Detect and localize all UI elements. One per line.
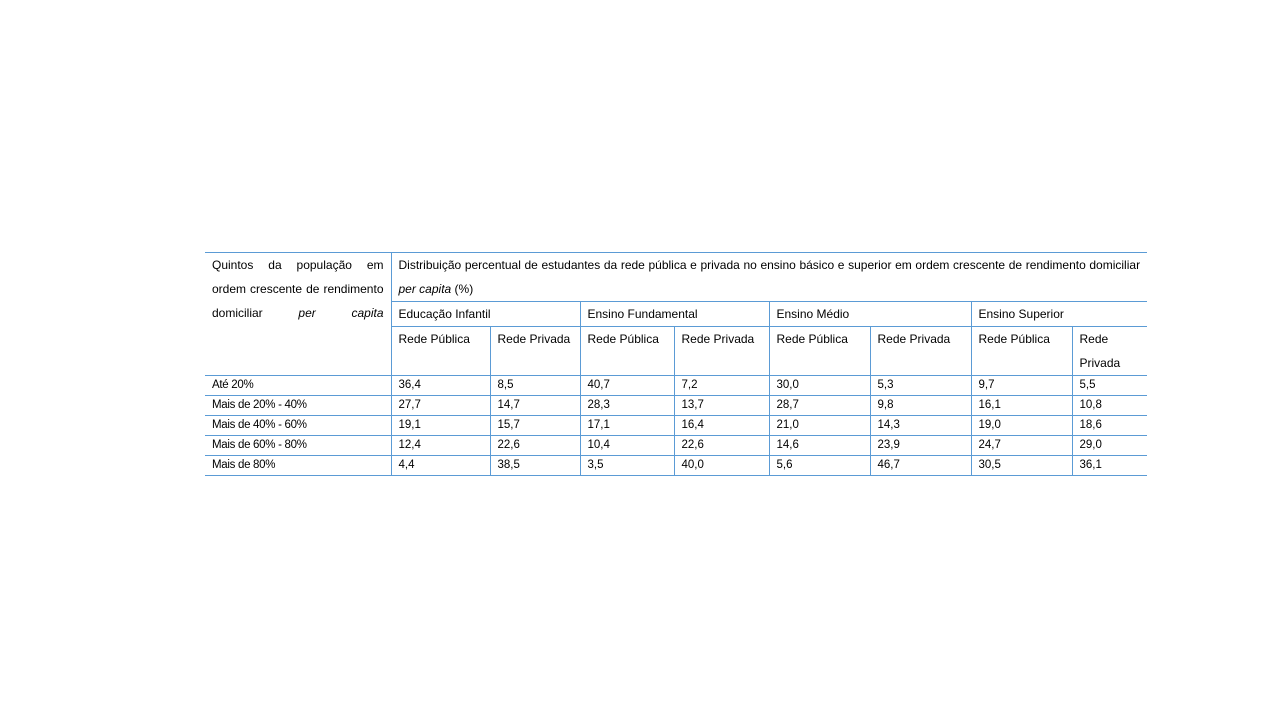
table-row — [205, 416, 1147, 436]
row-label: Mais de 60% - 80% — [205, 436, 391, 456]
row-label: Até 20% — [205, 376, 391, 396]
table-cell: 10,4 — [580, 436, 674, 456]
table-row — [205, 376, 1147, 396]
table-cell: 18,6 — [1072, 416, 1147, 436]
row-label: Mais de 80% — [205, 456, 391, 476]
table-cell: 17,1 — [580, 416, 674, 436]
row-label: Mais de 20% - 40% — [205, 396, 391, 416]
subheader: Rede Privada — [870, 327, 971, 376]
table-cell: 4,4 — [391, 456, 490, 476]
stub-header-italic: per capita — [298, 306, 384, 320]
table-cell: 10,8 — [1072, 396, 1147, 416]
row-label: Mais de 40% - 60% — [205, 416, 391, 436]
subheader: Rede Pública — [971, 327, 1072, 376]
table-cell: 19,0 — [971, 416, 1072, 436]
table-row — [205, 456, 1147, 476]
table-cell: 36,1 — [1072, 456, 1147, 476]
table-cell: 29,0 — [1072, 436, 1147, 456]
table-row — [205, 436, 1147, 456]
caption-italic: per capita — [398, 282, 452, 296]
table-cell: 3,5 — [580, 456, 674, 476]
table-cell: 13,7 — [674, 396, 769, 416]
stub-header — [205, 253, 391, 376]
table-cell: 28,7 — [769, 396, 870, 416]
table-cell: 23,9 — [870, 436, 971, 456]
group-header: Educação Infantil — [391, 302, 580, 327]
table-cell: 8,5 — [490, 376, 580, 396]
table-cell: 14,6 — [769, 436, 870, 456]
table-cell: 22,6 — [490, 436, 580, 456]
group-header: Ensino Superior — [971, 302, 1147, 327]
subheader: Rede Privada — [1072, 327, 1147, 376]
table-cell: 15,7 — [490, 416, 580, 436]
group-header: Ensino Médio — [769, 302, 971, 327]
table-cell: 30,0 — [769, 376, 870, 396]
subheader: Rede Privada — [674, 327, 769, 376]
table-cell: 16,1 — [971, 396, 1072, 416]
income-distribution-table — [205, 252, 1147, 476]
caption-text: Distribuição percentual de estudantes da rede pública e privada no ensino básico e superior em ordem crescente de rendimento domiciliar — [398, 258, 1141, 272]
table-cell: 7,2 — [674, 376, 769, 396]
table-cell: 40,0 — [674, 456, 769, 476]
table-cell: 30,5 — [971, 456, 1072, 476]
table-cell: 40,7 — [580, 376, 674, 396]
table-cell: 14,3 — [870, 416, 971, 436]
table-cell: 9,8 — [870, 396, 971, 416]
subheader: Rede Pública — [580, 327, 674, 376]
table-cell: 16,4 — [674, 416, 769, 436]
subheader: Rede Pública — [769, 327, 870, 376]
table-cell: 5,3 — [870, 376, 971, 396]
header-row-1 — [205, 253, 1147, 302]
table-cell: 36,4 — [391, 376, 490, 396]
group-header: Ensino Fundamental — [580, 302, 769, 327]
table-cell: 38,5 — [490, 456, 580, 476]
table-row — [205, 396, 1147, 416]
table-cell: 46,7 — [870, 456, 971, 476]
table-cell: 5,5 — [1072, 376, 1147, 396]
table-cell: 21,0 — [769, 416, 870, 436]
table-cell: 27,7 — [391, 396, 490, 416]
table-cell: 12,4 — [391, 436, 490, 456]
subheader: Rede Privada — [490, 327, 580, 376]
stub-header-text: Quintos da população em ordem crescente de rendimento domiciliar — [212, 258, 384, 320]
subheader: Rede Pública — [391, 327, 490, 376]
table-cell: 24,7 — [971, 436, 1072, 456]
table-cell: 28,3 — [580, 396, 674, 416]
table-cell: 9,7 — [971, 376, 1072, 396]
caption-suffix: (%) — [454, 282, 474, 296]
table-cell: 19,1 — [391, 416, 490, 436]
table-cell: 22,6 — [674, 436, 769, 456]
table-cell: 14,7 — [490, 396, 580, 416]
table-caption — [391, 253, 1147, 302]
table-cell: 5,6 — [769, 456, 870, 476]
